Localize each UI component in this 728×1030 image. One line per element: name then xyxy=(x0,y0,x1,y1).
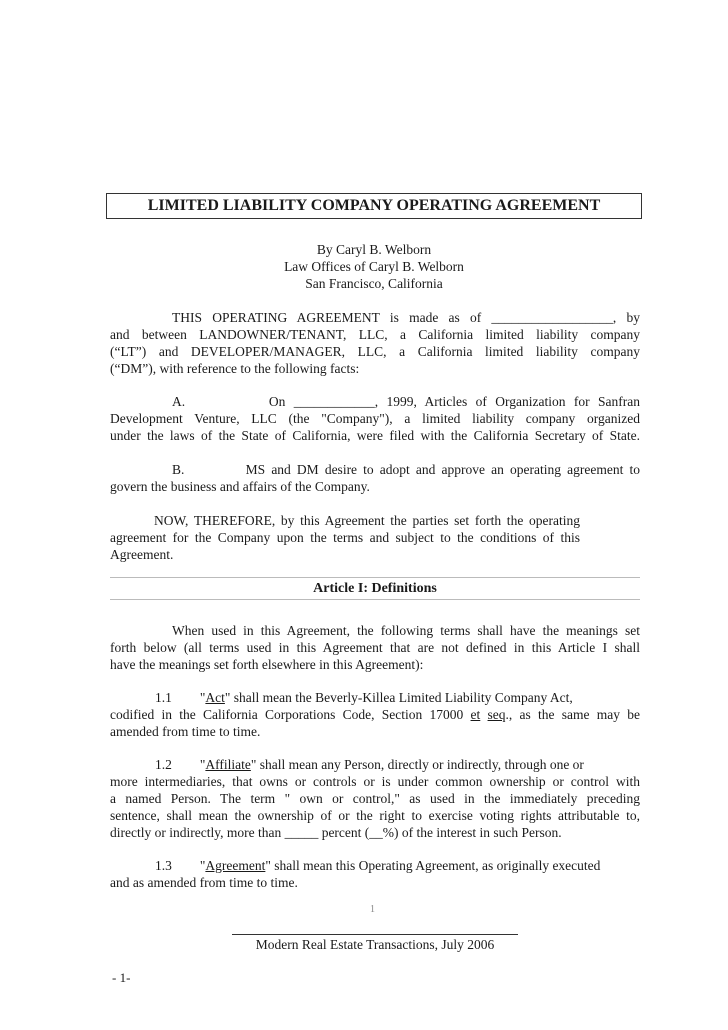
definition-text: more intermediaries, that owns or controls or is under common ownership or control with xyxy=(110,774,640,789)
definition-text: amended from time to time. xyxy=(110,724,261,739)
definition-text: codified in the California Corporations Code, Section 17000 xyxy=(110,707,471,722)
definition-text: " shall mean this Operating Agreement, as originally executed xyxy=(265,858,601,873)
now-therefore-line: NOW, THEREFORE, by this Agreement the parties set forth the operating xyxy=(154,513,580,528)
intro-line: (“LT”) and DEVELOPER/MANAGER, LLC, a California limited liability company xyxy=(110,344,640,359)
et-text: et xyxy=(470,707,481,722)
location-line: San Francisco, California xyxy=(305,276,443,291)
defined-term-affiliate: Affiliate xyxy=(205,757,251,772)
definition-text: sentence, shall mean the ownership of or the right to exercise voting rights attributable to, xyxy=(110,808,640,823)
fact-b-line: B. MS and DM desire to adopt and approve an operating agreement to xyxy=(172,462,640,477)
footer-rule xyxy=(232,934,518,935)
definition-number: 1.1 xyxy=(155,690,172,705)
fact-a-line: under the laws of the State of California, were filed with the California Secretary of State. xyxy=(110,428,640,443)
definitions-intro-line: have the meanings set forth elsewhere in this Agreement): xyxy=(110,657,424,672)
intro-line: THIS OPERATING AGREEMENT is made as of __________________, by xyxy=(172,310,640,325)
fact-a-line: A. On ____________, 1999, Articles of Organization for Sanfran xyxy=(172,394,640,409)
defined-term-act: Act xyxy=(205,690,225,705)
intro-line: and between LANDOWNER/TENANT, LLC, a California limited liability company xyxy=(110,327,640,342)
now-therefore-line: agreement for the Company upon the terms and subject to the conditions of this xyxy=(110,530,580,545)
defined-term-agreement: Agreement xyxy=(205,858,266,873)
fact-b-paragraph xyxy=(110,461,640,495)
fact-a-paragraph xyxy=(110,393,640,444)
definition-affiliate: 1.2 "Affiliate" shall mean any Person, directly or indirectly, through one or more intermediaries, that owns or controls or is under common ownership or control with a named Person. The term " own or control," as used in the immediately preceding sentence, shall mean the ownership of or the right to exercise voting rights attributable to, directly or indirectly, more than _____ percent (__%) of the interest in such Person. xyxy=(110,757,640,840)
definition-agreement: 1.3 "Agreement" shall mean this Operating Agreement, as originally executed and as amended from time to time. xyxy=(110,857,640,891)
definition-text: " shall mean any Person, directly or indirectly, through one or xyxy=(250,757,584,772)
definitions-intro-line: forth below (all terms used in this Agreement that are not defined in this Article I shall xyxy=(110,640,640,655)
definition-number: 1.2 xyxy=(155,757,172,772)
definition-text: a named Person. The term " own or control," as used in the immediately preceding xyxy=(110,791,640,806)
article-bottom-rule xyxy=(110,599,640,600)
definition-text: directly or indirectly, more than _____ percent (__%) of the interest in such Person. xyxy=(110,825,562,840)
page-number-small: 1 xyxy=(370,904,375,915)
definition-text: " shall mean the Beverly-Killea Limited Liability Company Act, xyxy=(224,690,573,705)
definition-number: 1.3 xyxy=(155,858,172,873)
page-mark: - 1- xyxy=(112,970,131,985)
definition-act: 1.1 "Act" shall mean the Beverly-Killea Limited Liability Company Act, codified in the California Corporations Code, Section 17000 et seq., as the same may be amended from time to time. xyxy=(110,690,640,739)
now-therefore-line: Agreement. xyxy=(110,547,174,562)
footer-text: Modern Real Estate Transactions, July 2006 xyxy=(255,937,495,952)
definitions-intro-line: When used in this Agreement, the following terms shall have the meanings set xyxy=(172,623,640,638)
definition-text: and as amended from time to time. xyxy=(110,875,298,890)
definition-text: ., as the same may be xyxy=(505,707,640,722)
intro-line: (“DM”), with reference to the following facts: xyxy=(110,361,360,376)
document-title: LIMITED LIABILITY COMPANY OPERATING AGREEMENT xyxy=(106,193,642,219)
intro-paragraph xyxy=(110,309,640,377)
seq-text: seq xyxy=(487,707,506,722)
fact-b-line: govern the business and affairs of the Company. xyxy=(110,479,370,494)
law-office-line: Law Offices of Caryl B. Welborn xyxy=(284,259,464,274)
author-line: By Caryl B. Welborn xyxy=(316,242,432,257)
article-heading: Article I: Definitions xyxy=(313,581,437,596)
article-top-rule xyxy=(110,577,640,578)
fact-a-line: Development Venture, LLC (the "Company"), a limited liability company organized xyxy=(110,411,640,426)
now-therefore-paragraph xyxy=(110,512,580,563)
definitions-intro-paragraph xyxy=(110,622,640,673)
